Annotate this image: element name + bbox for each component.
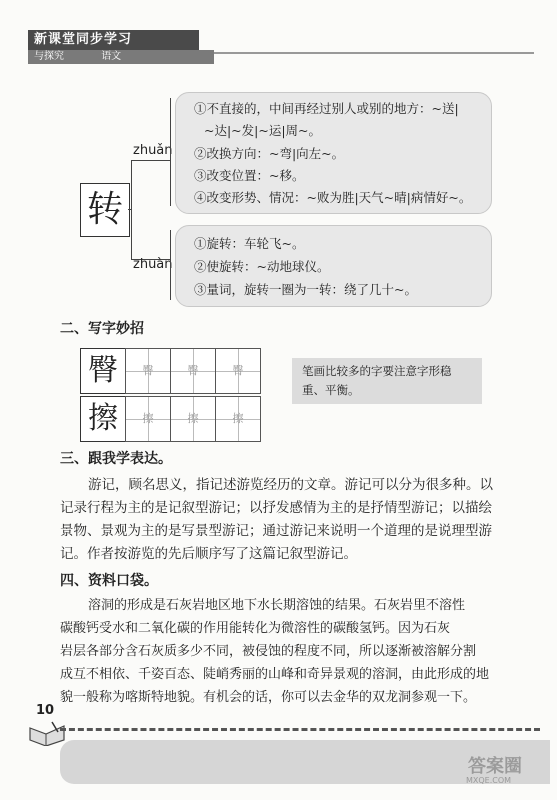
bracket-tick xyxy=(131,160,171,161)
paragraph-line: 岩层各部分含石灰质多少不同，被侵蚀的程度不同，所以逐渐被溶解分割 xyxy=(60,644,477,659)
paragraph-line: 成互不相依、千姿百态、陡峭秀丽的山峰和奇异景观的溶洞，由此形成的地 xyxy=(60,667,490,682)
paragraph-line: 记。作者按游览的先后顺序写了这篇记叙型游记。 xyxy=(60,546,357,562)
character-box: 转 xyxy=(80,183,130,237)
header xyxy=(28,30,218,66)
tip-note: 笔画比较多的字要注意字形稳重、平衡。 xyxy=(292,358,482,404)
paragraph-line: 溶洞的形成是石灰岩地区地下水长期溶蚀的结果。石灰岩里不溶性 xyxy=(88,598,466,613)
bracket-tick xyxy=(128,209,132,210)
meaning-item: ②使旋转：~动地球仪。 xyxy=(194,259,330,274)
practice-char-small: 擦 xyxy=(125,396,171,442)
practice-char-big: 擦 xyxy=(80,396,126,442)
meaning-item: ④改变形势、情况：~败为胜|天气~晴|病情好~。 xyxy=(194,190,472,205)
section-title: 四、资料口袋。 xyxy=(60,573,158,589)
watermark: 答案圈 xyxy=(468,756,522,777)
footer-divider xyxy=(60,728,540,731)
subject-label: 与探究 xyxy=(34,51,64,62)
meaning-item: ①不直接的，中间再经过别人或别的地方：~送| xyxy=(194,101,459,116)
section-title: 三、跟我学表达。 xyxy=(60,451,172,467)
meaning-item: ③量词，旋转一圈为一转：绕了几十~。 xyxy=(194,282,417,297)
practice-char-small: 臀 xyxy=(215,348,261,394)
practice-char-small: 擦 xyxy=(215,396,261,442)
meaning-item: ①旋转：车轮飞~。 xyxy=(194,236,305,251)
meaning-item: ③改变位置：~移。 xyxy=(194,168,305,183)
practice-char-small: 臀 xyxy=(125,348,171,394)
practice-char-small: 臀 xyxy=(170,348,216,394)
series-title: 新课堂同步学习 xyxy=(28,30,199,50)
section-title: 二、写字妙招 xyxy=(60,321,144,337)
pinyin-reading: zhuǎn xyxy=(133,143,173,158)
meaning-list xyxy=(175,92,492,214)
subject-bar xyxy=(28,50,214,64)
paragraph-line: 景物、景观为主的是写景型游记；通过游记来说明一个道理的是说理型游 xyxy=(60,523,492,539)
meaning-bracket xyxy=(170,230,171,300)
meaning-item: ~达|~发|~运|周~。 xyxy=(204,123,322,138)
paragraph-line: 碳酸钙受水和二氧化碳的作用能转化为微溶性的碳酸氢钙。因为石灰 xyxy=(60,621,451,636)
meaning-list xyxy=(175,225,492,307)
practice-char-big: 臀 xyxy=(80,348,126,394)
watermark-url: MXQE.COM xyxy=(466,776,512,785)
practice-char-small: 擦 xyxy=(170,396,216,442)
pinyin-reading: zhuàn xyxy=(133,257,173,272)
page-number: 10 xyxy=(36,703,55,718)
book-icon xyxy=(28,720,66,746)
paragraph-line: 游记，顾名思义，指记述游览经历的文章。游记可以分为很多种。以 xyxy=(88,477,493,493)
header-rule xyxy=(214,52,534,54)
paragraph-line: 貌一般称为喀斯特地貌。有机会的话，你可以去金华的双龙洞参观一下。 xyxy=(60,690,477,705)
reading-bracket xyxy=(131,160,132,260)
meaning-item: ②改换方向：~弯|向左~。 xyxy=(194,146,345,161)
meaning-bracket xyxy=(170,98,171,206)
paragraph-line: 记录行程为主的是记叙型游记；以抒发感情为主的是抒情型游记；以描绘 xyxy=(60,500,492,516)
grade-label: 语文 xyxy=(101,51,122,62)
